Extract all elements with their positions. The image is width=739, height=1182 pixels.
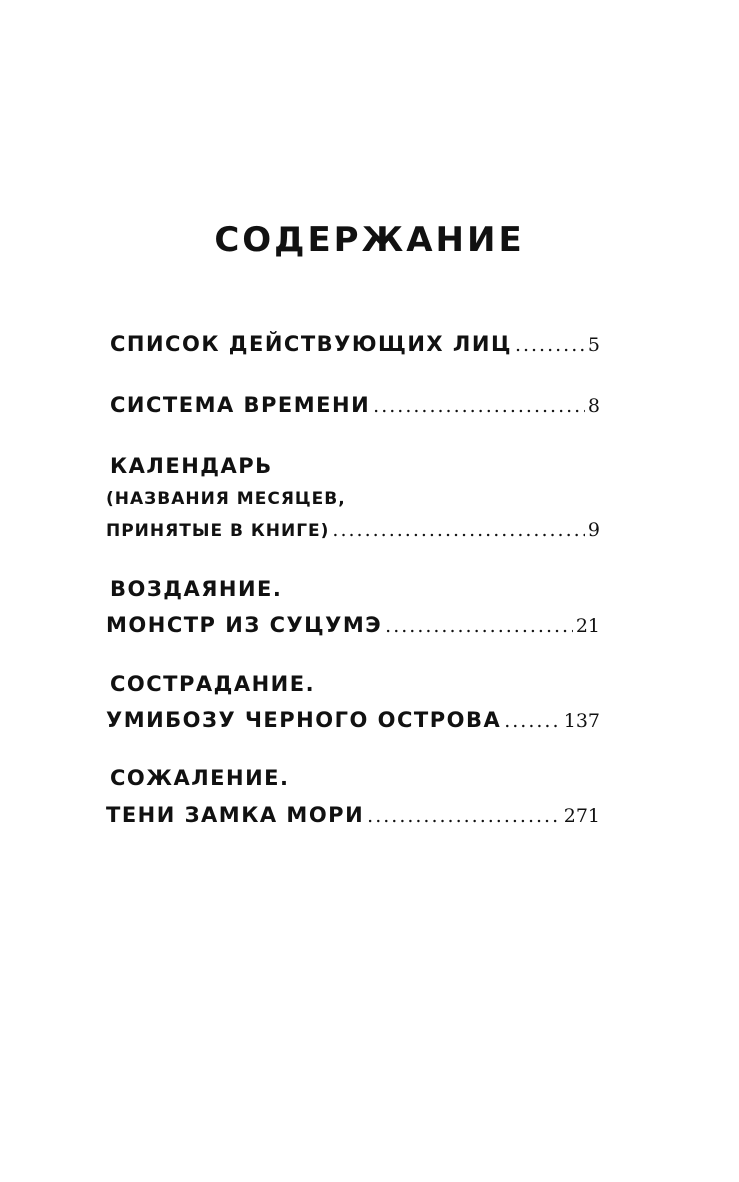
toc-entry-time-system <box>110 390 600 420</box>
toc-entry-title: СОСТРАДАНИЕ. <box>110 672 316 696</box>
toc-page-number: 271 <box>563 805 600 827</box>
toc-entry-subtitle: (НАЗВАНИЯ МЕСЯЦЕВ, <box>106 489 346 509</box>
toc-entry-title: КАЛЕНДАРЬ <box>110 454 273 478</box>
toc-entry-subtitle: ТЕНИ ЗАМКА МОРИ <box>106 803 365 827</box>
toc-entry-cast <box>110 329 600 359</box>
toc-page-number: 5 <box>587 334 600 356</box>
toc-entry-title: СПИСОК ДЕЙСТВУЮЩИХ ЛИЦ <box>110 332 512 356</box>
toc-page-number: 8 <box>587 395 600 417</box>
toc-entry-calendar-line1 <box>110 451 600 481</box>
toc-entry-compassion-line1 <box>110 669 600 699</box>
toc-entry-calendar-line3 <box>106 515 600 545</box>
leader-dots <box>385 611 573 641</box>
toc-entry-regret-line1 <box>110 763 600 793</box>
toc-entry-title: СОЖАЛЕНИЕ. <box>110 766 290 790</box>
toc-entry-subtitle: УМИБОЗУ ЧЕРНОГО ОСТРОВА <box>106 708 502 732</box>
toc-page-number: 21 <box>575 615 600 637</box>
leader-dots <box>373 391 585 421</box>
leader-dots <box>332 515 584 545</box>
toc-page-number: 137 <box>563 710 600 732</box>
leader-dots <box>515 330 585 360</box>
toc-page-number: 9 <box>587 519 600 541</box>
toc-entry-title: ВОЗДАЯНИЕ. <box>110 577 283 601</box>
leader-dots <box>504 706 561 736</box>
toc-entry-subtitle: ПРИНЯТЫЕ В КНИГЕ) <box>106 521 330 541</box>
toc-entry-retribution-line2 <box>106 610 600 640</box>
toc-entry-retribution-line1 <box>110 574 600 604</box>
page-title: СОДЕРЖАНИЕ <box>214 220 525 260</box>
toc-entry-calendar-line2 <box>106 484 600 514</box>
toc-entry-compassion-line2 <box>106 705 600 735</box>
toc-entry-regret-line2 <box>106 800 600 830</box>
toc-entry-title: СИСТЕМА ВРЕМЕНИ <box>110 393 371 417</box>
toc-entry-subtitle: МОНСТР ИЗ СУЦУМЭ <box>106 613 383 637</box>
leader-dots <box>367 801 561 831</box>
